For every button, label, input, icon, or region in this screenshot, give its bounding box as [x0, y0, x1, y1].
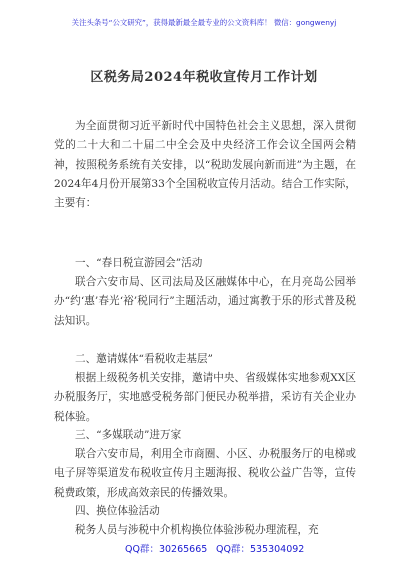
document-title: 区税务局2024年税收宣传月工作计划 [90, 70, 318, 85]
section-4-heading: 四、换位体验活动 [75, 505, 160, 517]
section-2-body: 根据上级税务机关安排，邀请中央、省级媒体实地参观XX区办税服务厅，实地感受税务部门便民办税举措，采访有关企业办税体验。 [54, 372, 356, 423]
header-note: 关注头条号“公文研究”，获得最新最全最专业的公文资料库！ 微信：gongwenyj [71, 18, 337, 27]
section-4-body: 税务人员与涉税中介机构换位体验涉税办理流程，充 [75, 524, 319, 536]
section-3-heading: 三、“多媒联动”进万家 [75, 429, 182, 441]
section-2-heading: 二、邀请媒体“看税收走基层” [75, 353, 213, 365]
intro-paragraph: 为全面贯彻习近平新时代中国特色社会主义思想，深入贯彻党的二十大和二十届二中全会及中央经济工作会议全国两会精神，按照税务系统有关安排，以“税助发展向新而进”为主题，在2024年4月份开展第33个全国税收宣传月活动。结合工作实际，主要有： [54, 120, 356, 210]
footer-qq-group-1: QQ群：30265665 [125, 541, 207, 555]
section-1-heading: 一、“春日税宣游园会”活动 [75, 257, 203, 269]
footer-qq-group-2: QQ群：535304092 [216, 541, 304, 555]
section-1-body: 联合六安市局、区司法局及区融媒体中心，在月亮岛公园举办“约‘惠’春光‘裕’税同行”主题活动，通过寓教于乐的形式普及税法知识。 [54, 276, 356, 327]
section-3-body: 联合六安市局，利用全市商圈、小区、办税服务厅的电梯或电子屏等渠道发布税收宣传月主题海报、税收公益广告等，宣传税费政策，形成高效亲民的传播效果。 [54, 448, 356, 499]
